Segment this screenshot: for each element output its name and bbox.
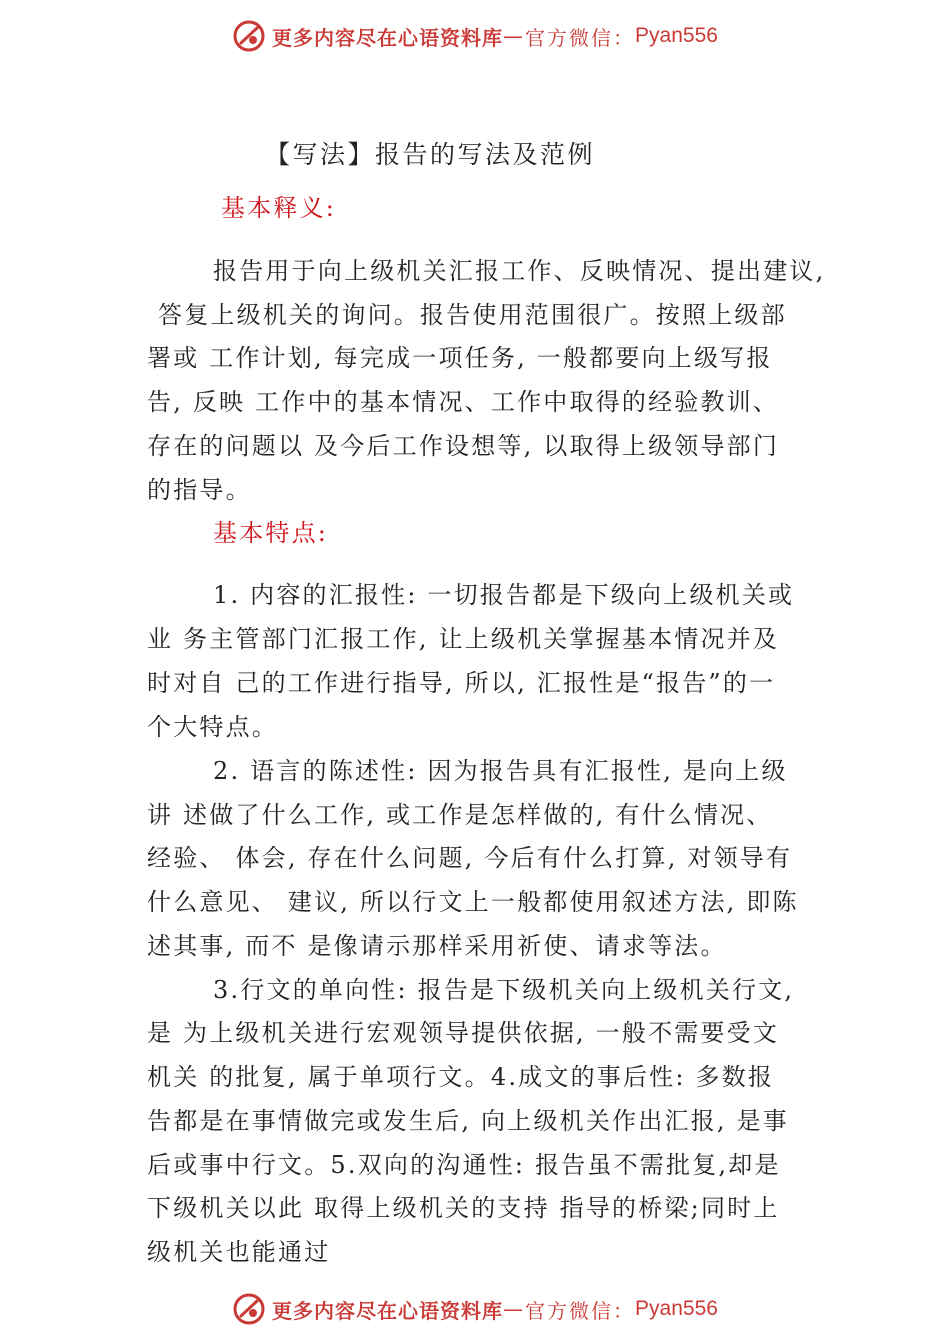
paragraph-line: 讲 述做了什么工作, 或工作是怎样做的, 有什么情况、 [147,801,773,829]
section-heading-definition: 基本释义: [221,194,337,222]
paragraph-line: 后或事中行文。5.双向的沟通性: 报告虽不需批复,却是 [147,1151,781,1179]
section-heading-features: 基本特点: [213,519,329,547]
paragraph-line: 告, 反映 工作中的基本情况、工作中取得的经验教训、 [147,388,780,416]
brand-logo-icon [232,1292,266,1326]
paragraph-line: 业 务主管部门汇报工作, 让上级机关掌握基本情况并及 [147,625,780,653]
paragraph-line: 时对自 己的工作进行指导, 所以, 汇报性是“报告”的一 [147,669,776,697]
watermark-separator: — [503,1297,526,1321]
footer-watermark [0,1289,950,1329]
watermark-site-name: 更多内容尽在心语资料库 [272,25,504,50]
watermark-site-name: 更多内容尽在心语资料库 [272,1298,504,1323]
paragraph-line: 的指导。 [147,476,252,504]
paragraph-line: 署或 工作计划, 每完成一项任务, 一般都要向上级写报 [147,344,773,372]
header-watermark [0,16,950,56]
document-title: 【写法】报告的写法及范例 [265,140,596,169]
paragraph-line: 1. 内容的汇报性: 一切报告都是下级向上级机关或 [213,581,795,609]
paragraph-line: 存在的问题以 及今后工作设想等, 以取得上级领导部门 [147,432,780,460]
paragraph-line: 是 为上级机关进行宏观领导提供依据, 一般不需要受文 [147,1019,780,1047]
paragraph-line: 下级机关以此 取得上级机关的支持 指导的桥梁;同时上 [147,1194,780,1222]
paragraph-line: 答复上级机关的询问。报告使用范围很广。按照上级部 [158,301,787,329]
paragraph-line: 个大特点。 [147,713,278,741]
watermark-wechat-label: 官方微信： [525,25,636,50]
paragraph-line: 报告用于向上级机关汇报工作、反映情况、提出建议, [213,257,826,285]
paragraph-line: 级机关也能通过 [147,1238,331,1266]
watermark-separator: — [503,24,526,48]
paragraph-line: 2. 语言的陈述性: 因为报告具有汇报性, 是向上级 [213,757,788,785]
paragraph-line: 什么意见、 建议, 所以行文上一般都使用叙述方法, 即陈 [147,888,799,916]
paragraph-line: 3.行文的单向性: 报告是下级机关向上级机关行文, [213,976,795,1004]
paragraph-line: 机关 的批复, 属于单项行文。4.成文的事后性: 多数报 [147,1063,775,1091]
brand-logo-icon [232,19,266,53]
paragraph-line: 述其事, 而不 是像请示那样采用祈使、请求等法。 [147,932,727,960]
watermark-wechat-label: 官方微信： [525,1298,636,1323]
watermark-wechat-id: Pyan556 [635,1297,718,1320]
watermark-wechat-id: Pyan556 [635,24,718,47]
paragraph-line: 经验、 体会, 存在什么问题, 今后有什么打算, 对领导有 [147,844,793,872]
paragraph-line: 告都是在事情做完或发生后, 向上级机关作出汇报, 是事 [147,1107,789,1135]
